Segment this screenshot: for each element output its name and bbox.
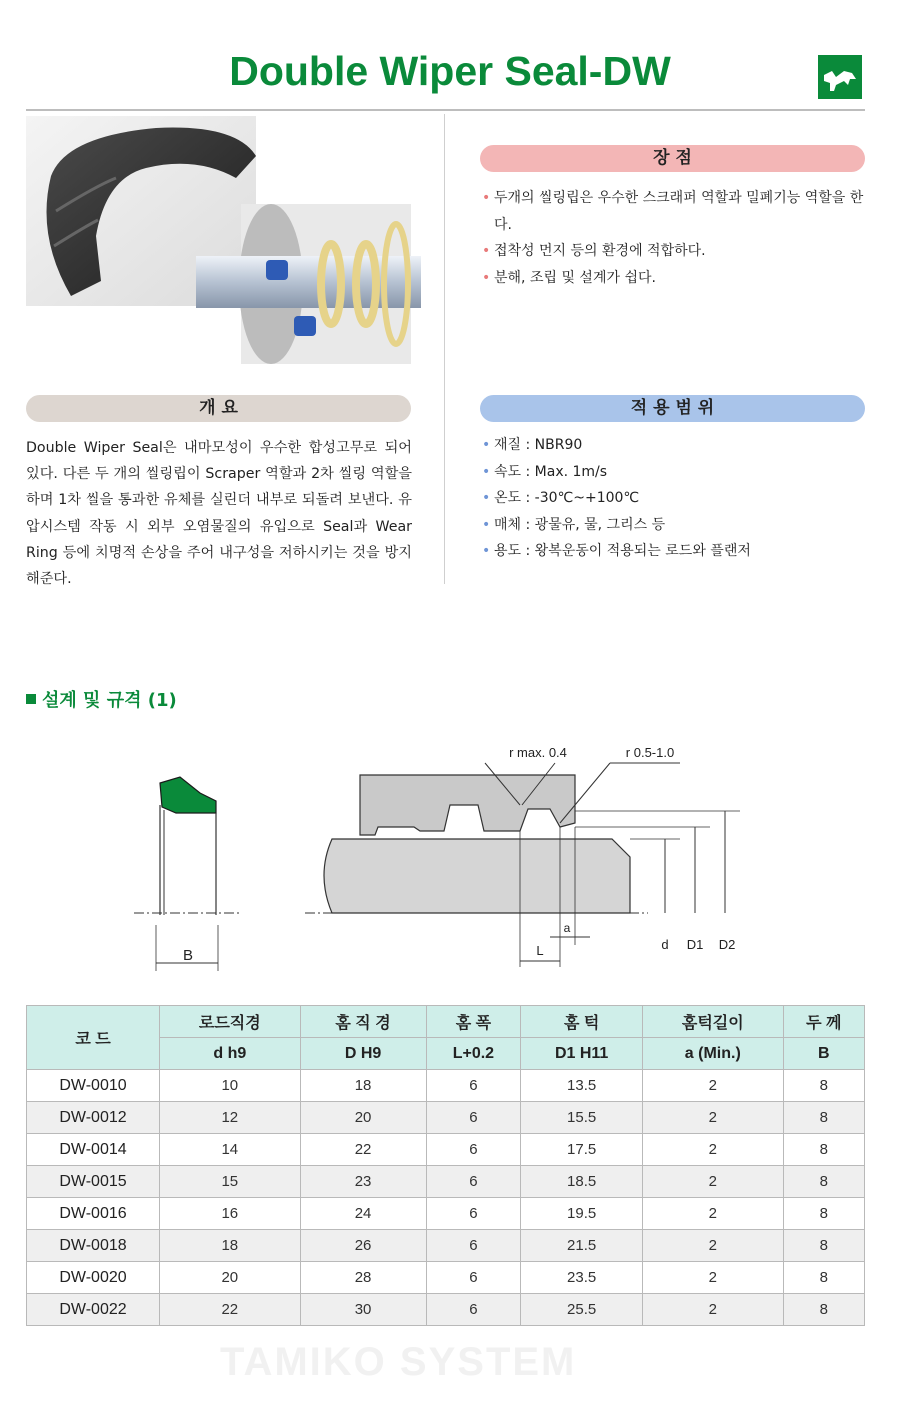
table-row bbox=[27, 1230, 865, 1262]
table-header-row bbox=[27, 1006, 865, 1038]
table-cell: 6 bbox=[426, 1262, 521, 1294]
watermark: TAMIKO SYSTEM bbox=[220, 1340, 577, 1384]
table-cell: 6 bbox=[426, 1166, 521, 1198]
table-cell: 10 bbox=[160, 1070, 301, 1102]
table-cell: 18.5 bbox=[521, 1166, 643, 1198]
table-cell: 22 bbox=[160, 1294, 301, 1326]
table-cell: 20 bbox=[300, 1102, 426, 1134]
cell-code: DW-0015 bbox=[27, 1166, 160, 1198]
table-row bbox=[27, 1166, 865, 1198]
header-cell: 두 께 bbox=[783, 1006, 864, 1038]
dim-label-d: d bbox=[661, 937, 669, 952]
header-cell: 홈 직 경 bbox=[300, 1006, 426, 1038]
table-cell: 6 bbox=[426, 1134, 521, 1166]
table-cell: 16 bbox=[160, 1198, 301, 1230]
application-heading: 적 용 범 위 bbox=[480, 395, 865, 422]
table-cell: 21.5 bbox=[521, 1230, 643, 1262]
dim-label-l: L bbox=[536, 943, 544, 958]
application-list bbox=[482, 432, 867, 565]
table-row bbox=[27, 1198, 865, 1230]
table-cell: 23 bbox=[300, 1166, 426, 1198]
technical-drawing bbox=[120, 735, 760, 980]
cell-code: DW-0022 bbox=[27, 1294, 160, 1326]
header-cell: 로드직경 bbox=[160, 1006, 301, 1038]
table-cell: 30 bbox=[300, 1294, 426, 1326]
table-cell: 20 bbox=[160, 1262, 301, 1294]
list-item: • 매체 : 광물유, 물, 그리스 등 bbox=[482, 512, 867, 539]
advantages-heading: 장 점 bbox=[480, 145, 865, 172]
table-cell: 19.5 bbox=[521, 1198, 643, 1230]
table-cell: 18 bbox=[160, 1230, 301, 1262]
subheader-cell: L+0.2 bbox=[426, 1038, 521, 1070]
subheader-cell: B bbox=[783, 1038, 864, 1070]
list-item: • 접착성 먼지 등의 환경에 적합하다. bbox=[482, 238, 867, 265]
table-cell: 25.5 bbox=[521, 1294, 643, 1326]
list-item: • 속도 : Max. 1m/s bbox=[482, 459, 867, 486]
table-cell: 8 bbox=[783, 1294, 864, 1326]
table-cell: 6 bbox=[426, 1230, 521, 1262]
table-cell: 24 bbox=[300, 1198, 426, 1230]
table-row bbox=[27, 1102, 865, 1134]
table-cell: 2 bbox=[642, 1166, 783, 1198]
table-cell: 8 bbox=[783, 1070, 864, 1102]
r-max-label: r max. 0.4 bbox=[509, 745, 567, 760]
r-range-label: r 0.5-1.0 bbox=[625, 745, 675, 760]
table-cell: 8 bbox=[783, 1102, 864, 1134]
header-cell: 홈 턱 bbox=[521, 1006, 643, 1038]
list-item: • 온도 : -30℃~+100℃ bbox=[482, 485, 867, 512]
design-section-heading bbox=[26, 686, 177, 712]
cell-code: DW-0010 bbox=[27, 1070, 160, 1102]
list-item: • 용도 : 왕복운동이 적용되는 로드와 플랜저 bbox=[482, 538, 867, 565]
advantages-list bbox=[482, 185, 867, 291]
table-cell: 13.5 bbox=[521, 1070, 643, 1102]
header-cell: 홈 폭 bbox=[426, 1006, 521, 1038]
overview-text: Double Wiper Seal은 내마모성이 우수한 합성고무로 되어 있다. 다른 두 개의 씰링립이 Scraper 역할과 2차 씰링 역할을 하며 1차 씰을 통과한 유체를 실린더 내부로 되돌려 보낸다. 유압시스템 작동 시 외부 오염물질의 유입으로 Seal과 Wear Ring 등에 치명적 손상을 주어 내구성을 저하시키는 것을 방지 해준다. bbox=[26, 440, 412, 588]
table-cell: 2 bbox=[642, 1102, 783, 1134]
table-cell: 22 bbox=[300, 1134, 426, 1166]
table-cell: 8 bbox=[783, 1230, 864, 1262]
subheader-cell: d h9 bbox=[160, 1038, 301, 1070]
horse-icon bbox=[818, 55, 862, 99]
cell-code: DW-0020 bbox=[27, 1262, 160, 1294]
product-photo bbox=[26, 116, 421, 378]
table-row bbox=[27, 1294, 865, 1326]
overview-heading: 개 요 bbox=[26, 395, 411, 422]
subheader-cell: D1 H11 bbox=[521, 1038, 643, 1070]
cell-code: DW-0016 bbox=[27, 1198, 160, 1230]
table-row bbox=[27, 1134, 865, 1166]
cell-code: DW-0012 bbox=[27, 1102, 160, 1134]
page-title: Double Wiper Seal-DW bbox=[229, 48, 671, 94]
table-cell: 8 bbox=[783, 1166, 864, 1198]
list-item: • 두개의 씰링립은 우수한 스크래퍼 역할과 밀폐기능 역할을 한다. bbox=[482, 185, 867, 238]
table-cell: 17.5 bbox=[521, 1134, 643, 1166]
dim-label-a: a bbox=[563, 921, 571, 935]
table-cell: 6 bbox=[426, 1102, 521, 1134]
subheader-cell: D H9 bbox=[300, 1038, 426, 1070]
header-cell: 홈턱길이 bbox=[642, 1006, 783, 1038]
table-cell: 2 bbox=[642, 1134, 783, 1166]
dim-label-b: B bbox=[182, 947, 194, 964]
table-cell: 12 bbox=[160, 1102, 301, 1134]
dim-label-d1: D1 bbox=[686, 937, 704, 952]
table-cell: 2 bbox=[642, 1198, 783, 1230]
table-row bbox=[27, 1262, 865, 1294]
table-cell: 15 bbox=[160, 1166, 301, 1198]
column-divider bbox=[444, 114, 445, 584]
table-cell: 8 bbox=[783, 1262, 864, 1294]
table-cell: 2 bbox=[642, 1070, 783, 1102]
list-item: • 분해, 조립 및 설계가 쉽다. bbox=[482, 265, 867, 292]
table-cell: 8 bbox=[783, 1134, 864, 1166]
square-bullet-icon bbox=[26, 694, 36, 704]
list-item: • 재질 : NBR90 bbox=[482, 432, 867, 459]
spec-table bbox=[26, 1005, 865, 1326]
table-row bbox=[27, 1070, 865, 1102]
header-code: 코 드 bbox=[27, 1006, 160, 1070]
cell-code: DW-0014 bbox=[27, 1134, 160, 1166]
table-cell: 6 bbox=[426, 1198, 521, 1230]
table-cell: 14 bbox=[160, 1134, 301, 1166]
dim-label-d2: D2 bbox=[718, 937, 736, 952]
table-cell: 6 bbox=[426, 1070, 521, 1102]
design-heading-text: 설계 및 규격 (1) bbox=[42, 690, 177, 711]
table-cell: 23.5 bbox=[521, 1262, 643, 1294]
table-cell: 6 bbox=[426, 1294, 521, 1326]
table-cell: 18 bbox=[300, 1070, 426, 1102]
table-cell: 28 bbox=[300, 1262, 426, 1294]
subheader-cell: a (Min.) bbox=[642, 1038, 783, 1070]
table-cell: 26 bbox=[300, 1230, 426, 1262]
brand-logo bbox=[818, 55, 862, 99]
cell-code: DW-0018 bbox=[27, 1230, 160, 1262]
table-cell: 2 bbox=[642, 1262, 783, 1294]
table-cell: 15.5 bbox=[521, 1102, 643, 1134]
table-cell: 8 bbox=[783, 1198, 864, 1230]
table-cell: 2 bbox=[642, 1294, 783, 1326]
table-cell: 2 bbox=[642, 1230, 783, 1262]
top-divider bbox=[26, 109, 865, 111]
